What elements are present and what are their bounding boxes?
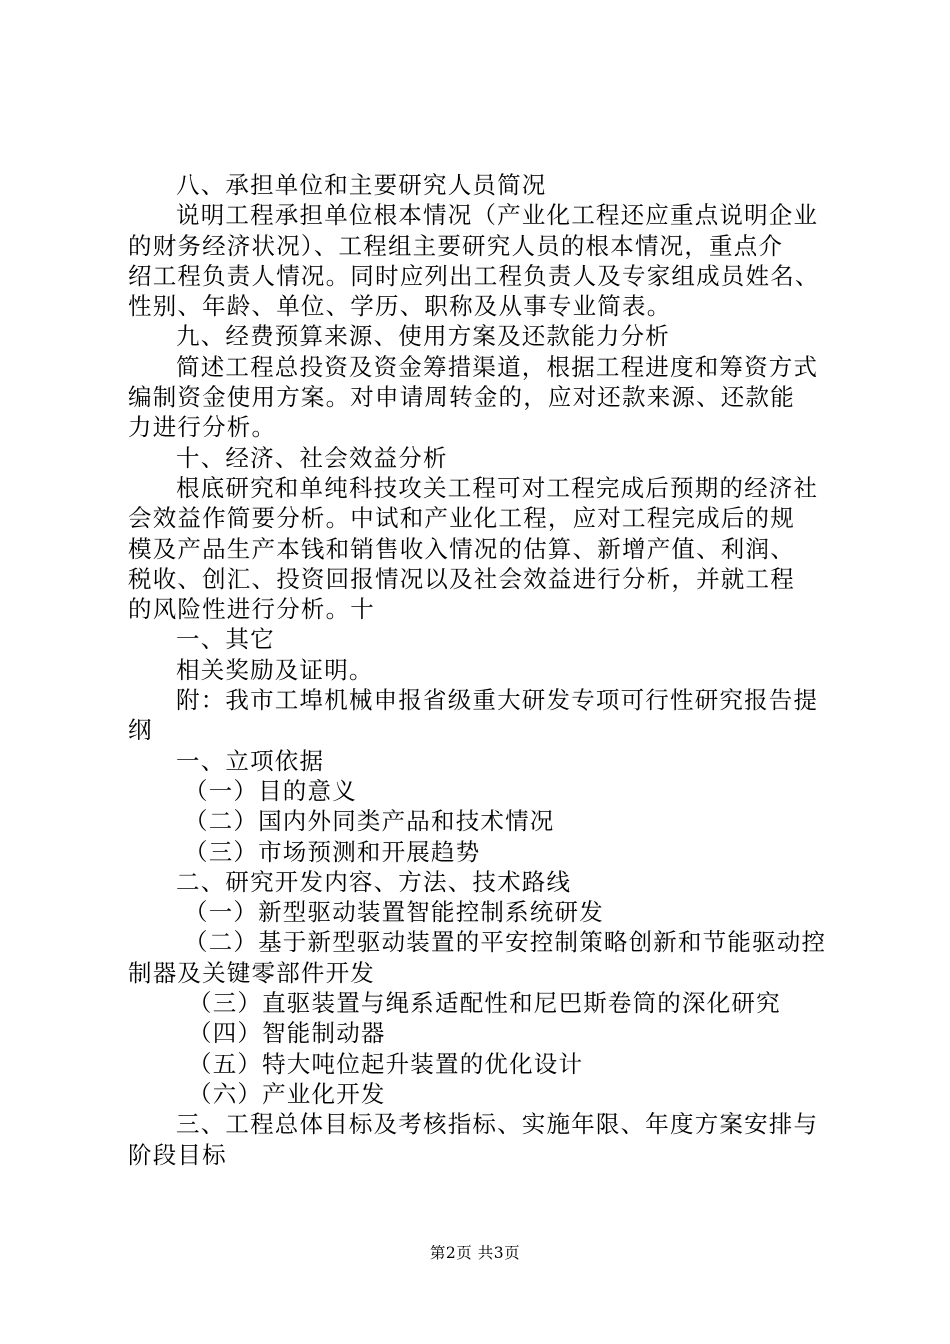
text-line: （六）产业化开发 (188, 1079, 386, 1108)
text-line: 模及产品生产本钱和销售收入情况的估算、新增产值、利润、 (128, 534, 795, 563)
text-line: 制器及关键零部件开发 (128, 958, 375, 987)
text-line: 纲 (128, 716, 153, 745)
text-line: （二）基于新型驱动装置的平安控制策略创新和节能驱动控 (184, 928, 827, 957)
text-line: 三、工程总体目标及考核指标、实施年限、年度方案安排与 (176, 1110, 819, 1139)
text-line: 一、立项依据 (176, 746, 325, 775)
text-line: 税收、创汇、投资回报情况以及社会效益进行分析，并就工程 (128, 564, 795, 593)
text-line: 根底研究和单纯科技攻关工程可对工程完成后预期的经济社 (176, 473, 819, 502)
text-line: （三）直驱装置与绳系适配性和尼巴斯卷筒的深化研究 (188, 989, 781, 1018)
text-line: （五）特大吨位起升装置的优化设计 (188, 1049, 584, 1078)
document-body (128, 170, 843, 1170)
text-line: （一）新型驱动装置智能控制系统研发 (184, 898, 604, 927)
text-line: 相关奖励及证明。 (176, 655, 374, 684)
text-line: 绍工程负责人情况。同时应列出工程负责人及专家组成员姓名、 (128, 261, 820, 290)
text-line: 的风险性进行分析。十 (128, 595, 375, 624)
text-line: （二）国内外同类产品和技术情况 (184, 807, 555, 836)
text-line: 编制资金使用方案。对申请周转金的，应对还款来源、还款能 (128, 383, 795, 412)
text-line: 说明工程承担单位根本情况（产业化工程还应重点说明企业 (176, 201, 819, 230)
text-line: （三）市场预测和开展趋势 (184, 837, 481, 866)
text-line: 九、经费预算来源、使用方案及还款能力分析 (176, 322, 670, 351)
text-line: 力进行分析。 (128, 413, 277, 442)
text-line: 会效益作简要分析。中试和产业化工程，应对工程完成后的规 (128, 504, 795, 533)
text-line: 附：我市工埠机械申报省级重大研发专项可行性研究报告提 (176, 686, 819, 715)
text-line: 十、经济、社会效益分析 (176, 443, 448, 472)
text-line: 简述工程总投资及资金筹措渠道，根据工程进度和筹资方式 (176, 352, 819, 381)
text-line: 阶段目标 (128, 1140, 227, 1169)
text-line: 二、研究开发内容、方法、技术路线 (176, 867, 572, 896)
text-line: 一、其它 (176, 625, 275, 654)
text-line: 的财务经济状况）、工程组主要研究人员的根本情况，重点介 (128, 231, 784, 260)
page-footer: 第2页 共3页 (429, 1244, 521, 1262)
text-line: 八、承担单位和主要研究人员简况 (176, 171, 547, 199)
text-line: （一）目的意义 (184, 776, 357, 805)
text-line: （四）智能制动器 (188, 1019, 386, 1048)
text-line: 性别、年龄、单位、学历、职称及从事专业简表。 (128, 292, 672, 321)
